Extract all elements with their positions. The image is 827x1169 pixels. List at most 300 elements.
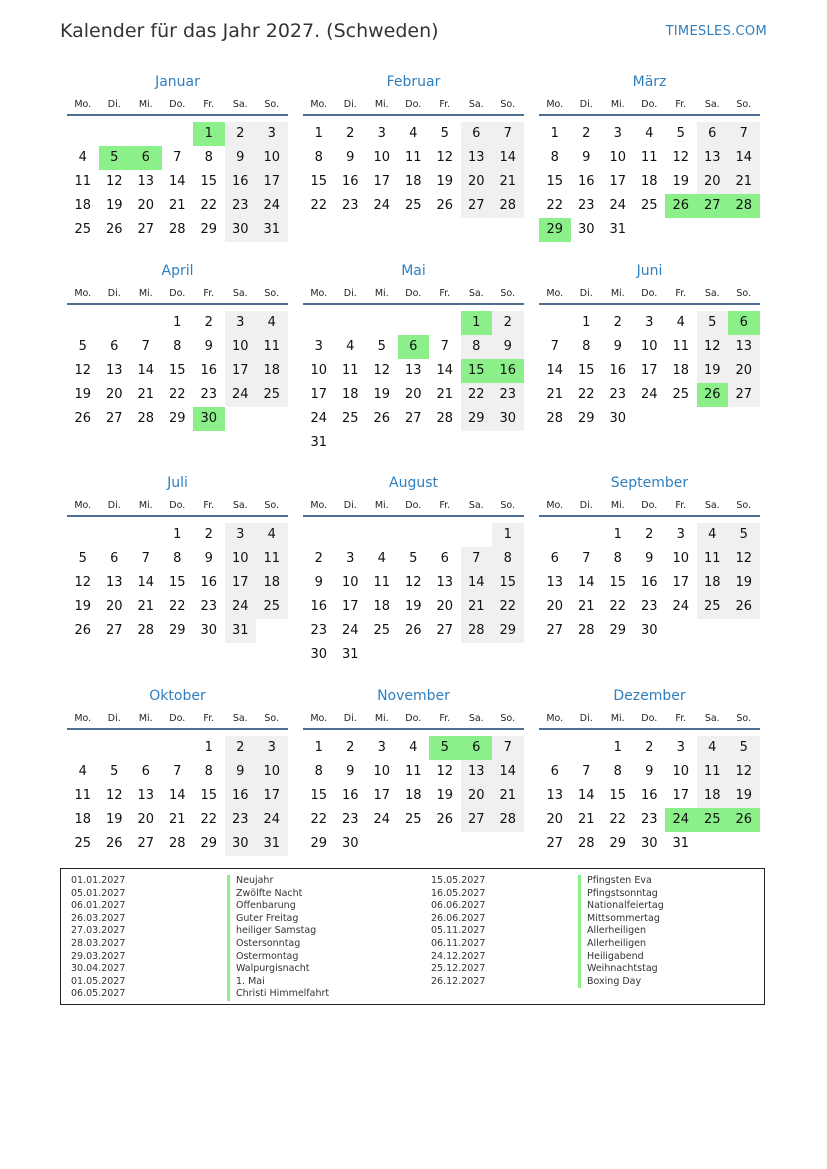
day-cell: 24 — [373, 812, 391, 827]
day-cell: 25 — [256, 595, 288, 619]
day-cell: 18 — [256, 359, 288, 383]
day-cell: 1 — [613, 527, 622, 542]
month-name: Mai — [401, 263, 426, 279]
weekday-label: Mi. — [610, 500, 625, 511]
day-cell: 8 — [613, 764, 622, 779]
holiday-date: 27.03.2027 — [71, 925, 126, 937]
weekday-label: Mi. — [374, 99, 389, 110]
day-cell: 5 — [377, 339, 386, 354]
weekday-label: Di. — [579, 288, 593, 299]
weekday-label: Fr. — [203, 288, 215, 299]
weekday-label: So. — [500, 288, 516, 299]
day-cell: 26 — [728, 595, 760, 619]
day-cell: 27 — [404, 411, 422, 426]
month-name: Juli — [167, 475, 188, 491]
holiday-list — [60, 868, 765, 1005]
day-cell: 20 — [697, 170, 729, 194]
day-cell: 3 — [256, 736, 288, 760]
day-cell: 30 — [341, 836, 359, 851]
weekday-label: Mo. — [546, 713, 564, 724]
weekday-label: Fr. — [439, 288, 451, 299]
day-cell: 28 — [168, 222, 186, 237]
day-cell: 10 — [373, 764, 391, 779]
month-name: Dezember — [613, 688, 686, 704]
day-cell: 9 — [204, 551, 213, 566]
day-cell: 2 — [346, 126, 355, 141]
day-cell: 25 — [404, 812, 422, 827]
day-cell: 9 — [645, 551, 654, 566]
month-divider — [67, 114, 288, 116]
day-cell: 24 — [256, 808, 288, 832]
holiday-name: Offenbarung — [227, 900, 296, 913]
day-cell: 22 — [200, 812, 218, 827]
day-cell: 31 — [609, 222, 627, 237]
day-cell: 2 — [204, 315, 213, 330]
month-name: April — [161, 263, 194, 279]
day-cell: 7 — [173, 150, 182, 165]
day-cell: 19 — [74, 387, 92, 402]
holiday-name: 1. Mai — [227, 976, 265, 989]
day-cell: 28 — [137, 623, 155, 638]
day-cell: 4 — [78, 764, 87, 779]
day-cell: 10 — [672, 764, 690, 779]
day-cell: 24 — [225, 595, 257, 619]
weekday-label: Do. — [641, 99, 658, 110]
day-cell: 8 — [582, 339, 591, 354]
weekday-label: Fr. — [203, 713, 215, 724]
holiday-name: Heiligabend — [578, 951, 644, 964]
weekday-label: Fr. — [439, 500, 451, 511]
month-name: September — [610, 475, 689, 491]
day-cell: 19 — [373, 387, 391, 402]
day-cell: 7 — [173, 764, 182, 779]
day-cell: 28 — [577, 836, 595, 851]
day-cell: 5 — [728, 523, 760, 547]
holiday-date: 29.03.2027 — [71, 950, 126, 962]
day-cell: 2 — [204, 527, 213, 542]
day-cell: 23 — [341, 812, 359, 827]
day-cell: 1 — [613, 740, 622, 755]
holiday-day-cell: 6 — [398, 335, 430, 359]
day-cell: 14 — [492, 760, 524, 784]
day-cell: 12 — [436, 764, 454, 779]
holiday-date: 01.01.2027 — [71, 875, 126, 886]
month-6 — [539, 263, 760, 463]
month-1 — [67, 74, 288, 274]
weekday-label: Sa. — [232, 288, 248, 299]
day-cell: 26 — [373, 411, 391, 426]
holiday-day-cell: 26 — [728, 808, 760, 832]
day-cell: 26 — [404, 623, 422, 638]
month-11 — [303, 688, 524, 888]
day-cell: 8 — [314, 764, 323, 779]
day-cell: 12 — [404, 575, 422, 590]
day-cell: 31 — [672, 836, 690, 851]
day-cell: 20 — [728, 359, 760, 383]
weekday-label: Mo. — [546, 288, 564, 299]
month-2 — [303, 74, 524, 274]
day-cell: 11 — [256, 335, 288, 359]
weekday-label: Mi. — [374, 500, 389, 511]
holiday-day-cell: 15 — [461, 359, 493, 383]
day-cell: 20 — [546, 812, 564, 827]
day-cell: 10 — [225, 335, 257, 359]
day-cell: 8 — [550, 150, 559, 165]
day-cell: 17 — [373, 788, 391, 803]
holiday-date: 26.06.2027 — [431, 912, 486, 924]
day-cell: 15 — [577, 363, 595, 378]
day-cell: 10 — [310, 363, 328, 378]
day-cell: 26 — [105, 836, 123, 851]
weekday-label: Fr. — [675, 99, 687, 110]
day-cell: 29 — [168, 411, 186, 426]
weekday-label: So. — [736, 288, 752, 299]
day-cell: 6 — [141, 764, 150, 779]
day-cell: 14 — [577, 575, 595, 590]
day-cell: 2 — [314, 551, 323, 566]
weekday-label: Do. — [405, 288, 422, 299]
day-cell: 9 — [346, 764, 355, 779]
day-cell: 19 — [105, 812, 123, 827]
day-cell: 29 — [609, 836, 627, 851]
day-cell: 17 — [672, 788, 690, 803]
month-name: Januar — [155, 74, 200, 90]
day-cell: 17 — [225, 359, 257, 383]
day-cell: 1 — [550, 126, 559, 141]
day-cell: 18 — [373, 599, 391, 614]
day-cell: 19 — [672, 174, 690, 189]
holiday-name: Guter Freitag — [227, 913, 298, 926]
weekday-label: Di. — [343, 713, 357, 724]
day-cell: 21 — [492, 170, 524, 194]
holiday-day-cell: 26 — [665, 194, 697, 218]
weekday-label: Mo. — [310, 288, 328, 299]
weekday-label: Mo. — [74, 500, 92, 511]
holiday-date: 06.05.2027 — [71, 988, 126, 1000]
day-cell: 21 — [492, 784, 524, 808]
day-cell: 14 — [577, 788, 595, 803]
day-cell: 27 — [461, 194, 493, 218]
day-cell: 16 — [609, 363, 627, 378]
day-cell: 7 — [440, 339, 449, 354]
holiday-name: Boxing Day — [578, 976, 641, 989]
day-cell: 3 — [225, 311, 257, 335]
holiday-date: 24.12.2027 — [431, 950, 486, 962]
weekday-label: Sa. — [704, 500, 720, 511]
day-cell: 26 — [436, 198, 454, 213]
weekday-label: Di. — [107, 713, 121, 724]
day-cell: 23 — [200, 387, 218, 402]
day-cell: 11 — [404, 764, 422, 779]
day-cell: 20 — [404, 387, 422, 402]
day-cell: 18 — [640, 174, 658, 189]
day-cell: 23 — [577, 198, 595, 213]
day-cell: 21 — [728, 170, 760, 194]
weekday-label: Mo. — [74, 99, 92, 110]
day-cell: 16 — [200, 575, 218, 590]
day-cell: 9 — [492, 335, 524, 359]
weekday-label: Di. — [107, 99, 121, 110]
day-cell: 22 — [310, 812, 328, 827]
weekday-label: So. — [264, 713, 280, 724]
month-name: Oktober — [149, 688, 206, 704]
day-cell: 2 — [613, 315, 622, 330]
day-cell: 3 — [676, 740, 685, 755]
month-divider — [539, 515, 760, 517]
weekday-label: So. — [264, 500, 280, 511]
day-cell: 18 — [672, 363, 690, 378]
day-cell: 30 — [225, 218, 257, 242]
day-cell: 14 — [137, 575, 155, 590]
day-cell: 15 — [200, 788, 218, 803]
day-cell: 19 — [105, 198, 123, 213]
weekday-label: Di. — [579, 713, 593, 724]
day-cell: 15 — [609, 575, 627, 590]
day-cell: 27 — [461, 808, 493, 832]
day-cell: 15 — [310, 788, 328, 803]
day-cell: 4 — [78, 150, 87, 165]
weekday-label: Fr. — [675, 288, 687, 299]
holiday-day-cell: 29 — [539, 218, 571, 242]
day-cell: 10 — [640, 339, 658, 354]
day-cell: 10 — [341, 575, 359, 590]
day-cell: 15 — [168, 575, 186, 590]
day-cell: 28 — [461, 619, 493, 643]
day-cell: 23 — [492, 383, 524, 407]
day-cell: 16 — [341, 174, 359, 189]
day-cell: 6 — [697, 122, 729, 146]
brand-link[interactable]: TIMESLES.COM — [665, 24, 767, 39]
day-cell: 1 — [492, 523, 524, 547]
day-cell: 23 — [609, 387, 627, 402]
day-cell: 1 — [173, 527, 182, 542]
weekday-label: Mi. — [610, 99, 625, 110]
day-cell: 16 — [341, 788, 359, 803]
day-cell: 22 — [609, 812, 627, 827]
day-cell: 7 — [461, 547, 493, 571]
day-cell: 12 — [436, 150, 454, 165]
day-cell: 27 — [436, 623, 454, 638]
day-cell: 4 — [409, 740, 418, 755]
day-cell: 13 — [404, 363, 422, 378]
day-cell: 11 — [404, 150, 422, 165]
weekday-label: Fr. — [439, 99, 451, 110]
weekday-label: Mo. — [74, 713, 92, 724]
weekday-label: Mo. — [310, 500, 328, 511]
day-cell: 17 — [341, 599, 359, 614]
day-cell: 19 — [436, 174, 454, 189]
day-cell: 25 — [373, 623, 391, 638]
day-cell: 25 — [74, 222, 92, 237]
day-cell: 18 — [341, 387, 359, 402]
holiday-date: 30.04.2027 — [71, 963, 126, 975]
month-divider — [539, 728, 760, 730]
day-cell: 21 — [137, 599, 155, 614]
day-cell: 24 — [256, 194, 288, 218]
weekday-label: Di. — [579, 99, 593, 110]
weekday-label: Sa. — [468, 288, 484, 299]
day-cell: 15 — [546, 174, 564, 189]
day-cell: 31 — [225, 619, 257, 643]
day-cell: 16 — [640, 575, 658, 590]
day-cell: 22 — [200, 198, 218, 213]
day-cell: 19 — [697, 359, 729, 383]
holiday-name: Nationalfeiertag — [578, 900, 664, 913]
holiday-day-cell: 1 — [193, 122, 225, 146]
day-cell: 16 — [577, 174, 595, 189]
holiday-day-cell: 1 — [461, 311, 493, 335]
holiday-day-cell: 24 — [665, 808, 697, 832]
day-cell: 30 — [577, 222, 595, 237]
day-cell: 7 — [492, 122, 524, 146]
day-cell: 13 — [728, 335, 760, 359]
day-cell: 18 — [74, 812, 92, 827]
day-cell: 9 — [582, 150, 591, 165]
weekday-label: Do. — [641, 713, 658, 724]
month-divider — [67, 728, 288, 730]
holiday-name: heiliger Samstag — [227, 925, 316, 938]
day-cell: 28 — [137, 411, 155, 426]
day-cell: 7 — [141, 339, 150, 354]
day-cell: 21 — [168, 812, 186, 827]
month-name: März — [632, 74, 667, 90]
day-cell: 6 — [110, 551, 119, 566]
day-cell: 20 — [105, 387, 123, 402]
day-cell: 9 — [204, 339, 213, 354]
day-cell: 10 — [225, 547, 257, 571]
day-cell: 24 — [640, 387, 658, 402]
day-cell: 20 — [461, 784, 493, 808]
weekday-label: Do. — [641, 288, 658, 299]
day-cell: 21 — [436, 387, 454, 402]
day-cell: 3 — [377, 740, 386, 755]
day-cell: 29 — [461, 407, 493, 431]
weekday-label: Do. — [169, 713, 186, 724]
day-cell: 7 — [582, 764, 591, 779]
day-cell: 8 — [204, 764, 213, 779]
day-cell: 5 — [110, 764, 119, 779]
day-cell: 21 — [577, 812, 595, 827]
day-cell: 1 — [314, 740, 323, 755]
day-cell: 4 — [697, 523, 729, 547]
weekday-label: Di. — [579, 500, 593, 511]
holiday-day-cell: 26 — [697, 383, 729, 407]
day-cell: 22 — [609, 599, 627, 614]
day-cell: 11 — [640, 150, 658, 165]
month-7 — [67, 475, 288, 675]
day-cell: 16 — [225, 170, 257, 194]
day-cell: 22 — [168, 599, 186, 614]
day-cell: 30 — [310, 647, 328, 662]
month-name: November — [377, 688, 450, 704]
weekday-label: Fr. — [203, 99, 215, 110]
day-cell: 1 — [204, 740, 213, 755]
day-cell: 12 — [105, 788, 123, 803]
holiday-day-cell: 5 — [429, 736, 461, 760]
holiday-name: Neujahr — [227, 875, 273, 888]
weekday-label: Sa. — [232, 99, 248, 110]
weekday-label: Fr. — [439, 713, 451, 724]
day-cell: 24 — [310, 411, 328, 426]
weekday-label: Do. — [641, 500, 658, 511]
day-cell: 4 — [256, 311, 288, 335]
day-cell: 29 — [577, 411, 595, 426]
holiday-date: 16.05.2027 — [431, 887, 486, 899]
day-cell: 23 — [341, 198, 359, 213]
day-cell: 31 — [256, 218, 288, 242]
day-cell: 2 — [645, 740, 654, 755]
day-cell: 17 — [609, 174, 627, 189]
day-cell: 11 — [373, 575, 391, 590]
day-cell: 2 — [225, 736, 257, 760]
holiday-name: Christi Himmelfahrt — [227, 988, 329, 1001]
day-cell: 30 — [200, 623, 218, 638]
holiday-name: Mittsommertag — [578, 913, 660, 926]
day-cell: 3 — [645, 315, 654, 330]
day-cell: 14 — [546, 363, 564, 378]
day-cell: 16 — [640, 788, 658, 803]
day-cell: 9 — [645, 764, 654, 779]
day-cell: 21 — [461, 595, 493, 619]
day-cell: 27 — [546, 836, 564, 851]
day-cell: 8 — [204, 150, 213, 165]
holiday-date: 28.03.2027 — [71, 938, 126, 949]
day-cell: 11 — [341, 363, 359, 378]
day-cell: 14 — [492, 146, 524, 170]
page-title: Kalender für das Jahr 2027. (Schweden) — [60, 20, 439, 42]
weekday-label: So. — [500, 99, 516, 110]
holiday-name: Allerheiligen — [578, 938, 646, 951]
day-cell: 29 — [492, 619, 524, 643]
weekday-label: Sa. — [704, 713, 720, 724]
day-cell: 17 — [640, 363, 658, 378]
day-cell: 21 — [546, 387, 564, 402]
day-cell: 27 — [728, 383, 760, 407]
day-cell: 19 — [728, 571, 760, 595]
holiday-date: 06.11.2027 — [431, 938, 486, 949]
day-cell: 25 — [697, 595, 729, 619]
weekday-label: Sa. — [468, 99, 484, 110]
day-cell: 31 — [256, 832, 288, 856]
weekday-label: Di. — [107, 500, 121, 511]
weekday-label: Mi. — [610, 288, 625, 299]
day-cell: 2 — [582, 126, 591, 141]
day-cell: 20 — [546, 599, 564, 614]
day-cell: 27 — [137, 222, 155, 237]
day-cell: 14 — [728, 146, 760, 170]
day-cell: 7 — [141, 551, 150, 566]
holiday-name: Ostermontag — [227, 951, 298, 964]
day-cell: 15 — [492, 571, 524, 595]
day-cell: 8 — [314, 150, 323, 165]
day-cell: 8 — [173, 339, 182, 354]
day-cell: 10 — [609, 150, 627, 165]
day-cell: 11 — [672, 339, 690, 354]
holiday-date: 06.01.2027 — [71, 900, 126, 912]
day-cell: 27 — [105, 411, 123, 426]
day-cell: 8 — [461, 335, 493, 359]
day-cell: 3 — [613, 126, 622, 141]
day-cell: 18 — [404, 174, 422, 189]
weekday-label: Sa. — [468, 713, 484, 724]
day-cell: 28 — [577, 623, 595, 638]
holiday-day-cell: 6 — [130, 146, 162, 170]
weekday-label: Fr. — [675, 713, 687, 724]
day-cell: 7 — [728, 122, 760, 146]
day-cell: 17 — [310, 387, 328, 402]
month-divider — [539, 303, 760, 305]
day-cell: 6 — [440, 551, 449, 566]
